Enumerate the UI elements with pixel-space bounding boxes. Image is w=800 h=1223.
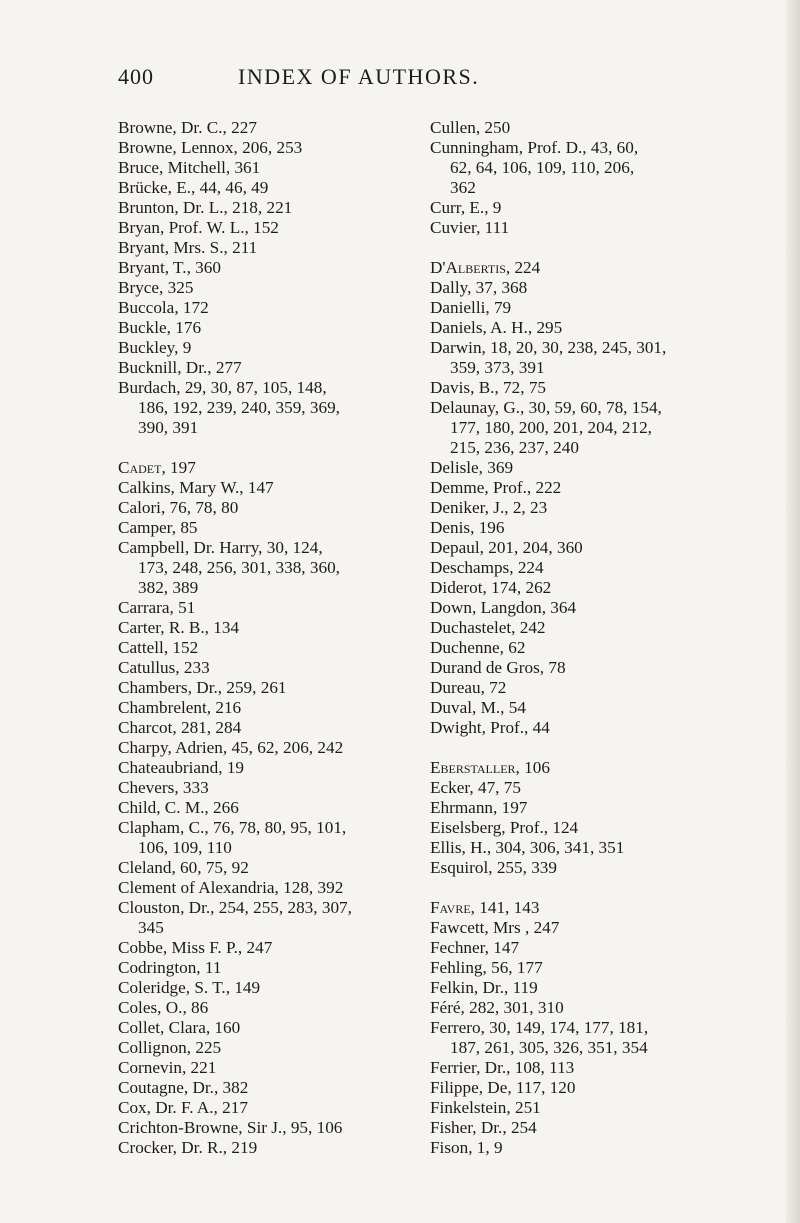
index-entry (430, 198, 730, 218)
entry-line: Crocker, Dr. R., 219 (118, 1138, 258, 1157)
section-gap (430, 878, 730, 898)
index-entry (118, 978, 418, 998)
entry-continuation-line: 106, 109, 110 (138, 838, 232, 857)
index-entry (118, 658, 418, 678)
entry-line: Dureau, 72 (430, 678, 507, 697)
entry-line: Cattell, 152 (118, 638, 199, 657)
index-entry (118, 1038, 418, 1058)
entry-line: Dally, 37, 368 (430, 278, 528, 297)
entry-line: D'Albertis, 224 (430, 258, 541, 277)
entry-line: Duchenne, 62 (430, 638, 526, 657)
index-entry (430, 558, 730, 578)
entry-line: Demme, Prof., 222 (430, 478, 562, 497)
entry-line: Calkins, Mary W., 147 (118, 478, 274, 497)
index-entry (430, 818, 730, 838)
index-entry (430, 838, 730, 858)
entry-line: Féré, 282, 301, 310 (430, 998, 564, 1017)
index-entry (430, 918, 730, 938)
entry-line: Camper, 85 (118, 518, 198, 537)
entry-line: Davis, B., 72, 75 (430, 378, 547, 397)
entry-continuation-line: 177, 180, 200, 201, 204, 212, (450, 418, 652, 437)
index-entry (118, 338, 418, 358)
entry-line: Campbell, Dr. Harry, 30, 124, (118, 538, 323, 557)
entry-line: Charpy, Adrien, 45, 62, 206, 242 (118, 738, 344, 757)
entry-line: Bruce, Mitchell, 361 (118, 158, 261, 177)
index-entry (118, 498, 418, 518)
index-entry (430, 678, 730, 698)
entry-line: Child, C. M., 266 (118, 798, 239, 817)
index-column-right (430, 118, 730, 1158)
entry-line: Ferrero, 30, 149, 174, 177, 181, (430, 1018, 649, 1037)
index-entry (118, 1078, 418, 1098)
entry-line: Cornevin, 221 (118, 1058, 217, 1077)
entry-line: Delaunay, G., 30, 59, 60, 78, 154, (430, 398, 662, 417)
entry-line: Cuvier, 111 (430, 218, 510, 237)
entry-line: Codrington, 11 (118, 958, 222, 977)
entry-line: Esquirol, 255, 339 (430, 858, 557, 877)
index-entry (118, 118, 418, 138)
entry-line: Favre, 141, 143 (430, 898, 540, 917)
index-entry (118, 198, 418, 218)
index-entry (430, 1058, 730, 1078)
index-entry (430, 618, 730, 638)
index-entry (118, 958, 418, 978)
index-entry (118, 378, 418, 438)
index-entry (430, 298, 730, 318)
index-entry (430, 498, 730, 518)
index-entry (430, 318, 730, 338)
index-entry (430, 1078, 730, 1098)
entry-line: Crichton-Browne, Sir J., 95, 106 (118, 1118, 343, 1137)
entry-line: Ehrmann, 197 (430, 798, 528, 817)
entry-line: Carter, R. B., 134 (118, 618, 240, 637)
index-entry (430, 958, 730, 978)
index-entry (430, 398, 730, 458)
index-entry (118, 678, 418, 698)
section-gap (430, 738, 730, 758)
entry-continuation-line: 215, 236, 237, 240 (450, 438, 579, 457)
entry-line: Deniker, J., 2, 23 (430, 498, 548, 517)
index-entry (118, 258, 418, 278)
section-gap (430, 238, 730, 258)
entry-line: Chevers, 333 (118, 778, 209, 797)
index-entry (118, 238, 418, 258)
page-title: INDEX OF AUTHORS. (238, 64, 480, 89)
index-entry (430, 638, 730, 658)
index-entry (118, 298, 418, 318)
index-entry (118, 1058, 418, 1078)
entry-continuation-line: 187, 261, 305, 326, 351, 354 (450, 1038, 648, 1057)
entry-line: Ellis, H., 304, 306, 341, 351 (430, 838, 625, 857)
index-entry (118, 818, 418, 858)
entry-line: Fisher, Dr., 254 (430, 1118, 537, 1137)
entry-line: Brücke, E., 44, 46, 49 (118, 178, 269, 197)
entry-line: Calori, 76, 78, 80 (118, 498, 239, 517)
index-entry (118, 778, 418, 798)
entry-line: Depaul, 201, 204, 360 (430, 538, 583, 557)
entry-line: Cobbe, Miss F. P., 247 (118, 938, 273, 957)
entry-line: Ecker, 47, 75 (430, 778, 521, 797)
index-entry (118, 138, 418, 158)
entry-line: Ferrier, Dr., 108, 113 (430, 1058, 575, 1077)
entry-line: Charcot, 281, 284 (118, 718, 242, 737)
entry-line: Clement of Alexandria, 128, 392 (118, 878, 344, 897)
index-entry (430, 1018, 730, 1058)
entry-line: Chambers, Dr., 259, 261 (118, 678, 287, 697)
entry-line: Daniels, A. H., 295 (430, 318, 563, 337)
entry-line: Eiselsberg, Prof., 124 (430, 818, 579, 837)
index-entry (430, 478, 730, 498)
entry-line: Brunton, Dr. L., 218, 221 (118, 198, 293, 217)
entry-line: Bucknill, Dr., 277 (118, 358, 242, 377)
index-entry (118, 518, 418, 538)
entry-line: Collet, Clara, 160 (118, 1018, 241, 1037)
entry-line: Deschamps, 224 (430, 558, 544, 577)
entry-line: Buckley, 9 (118, 338, 192, 357)
entry-line: Fechner, 147 (430, 938, 520, 957)
entry-continuation-line: 382, 389 (138, 578, 199, 597)
entry-line: Coles, O., 86 (118, 998, 209, 1017)
index-entry (118, 178, 418, 198)
index-entry (118, 998, 418, 1018)
entry-line: Cullen, 250 (430, 118, 511, 137)
entry-line: Down, Langdon, 364 (430, 598, 577, 617)
entry-line: Clouston, Dr., 254, 255, 283, 307, (118, 898, 352, 917)
index-entry (430, 378, 730, 398)
page-edge (786, 0, 800, 1223)
entry-line: Cadet, 197 (118, 458, 196, 477)
index-entry (430, 758, 730, 778)
index-entry (430, 938, 730, 958)
entry-line: Denis, 196 (430, 518, 505, 537)
index-entry (430, 658, 730, 678)
entry-continuation-line: 362 (450, 178, 476, 197)
entry-line: Fison, 1, 9 (430, 1138, 503, 1157)
entry-line: Danielli, 79 (430, 298, 512, 317)
entry-line: Buccola, 172 (118, 298, 209, 317)
index-entry (430, 218, 730, 238)
index-entry (118, 278, 418, 298)
entry-line: Bryant, Mrs. S., 211 (118, 238, 258, 257)
index-entry (118, 598, 418, 618)
entry-line: Delisle, 369 (430, 458, 514, 477)
entry-line: Fawcett, Mrs , 247 (430, 918, 560, 937)
index-entry (118, 898, 418, 938)
index-entry (430, 998, 730, 1018)
index-entry (430, 538, 730, 558)
entry-line: Finkelstein, 251 (430, 1098, 541, 1117)
index-entry (430, 778, 730, 798)
index-entry (118, 858, 418, 878)
entry-line: Burdach, 29, 30, 87, 105, 148, (118, 378, 327, 397)
entry-line: Collignon, 225 (118, 1038, 222, 1057)
index-entry (430, 278, 730, 298)
entry-line: Cox, Dr. F. A., 217 (118, 1098, 248, 1117)
entry-continuation-line: 359, 373, 391 (450, 358, 545, 377)
index-entry (430, 798, 730, 818)
entry-continuation-line: 173, 248, 256, 301, 338, 360, (138, 558, 340, 577)
index-entry (118, 878, 418, 898)
index-entry (118, 798, 418, 818)
index-entry (118, 738, 418, 758)
index-entry (118, 718, 418, 738)
index-entry (430, 138, 730, 198)
index-entry (118, 158, 418, 178)
index-entry (118, 318, 418, 338)
entry-line: Chateaubriand, 19 (118, 758, 245, 777)
entry-line: Dwight, Prof., 44 (430, 718, 550, 737)
index-entry (430, 518, 730, 538)
entry-line: Clapham, C., 76, 78, 80, 95, 101, (118, 818, 347, 837)
index-entry (430, 338, 730, 378)
index-column-left (118, 118, 418, 1158)
index-entry (430, 1098, 730, 1118)
index-entry (430, 258, 730, 278)
index-entry (118, 698, 418, 718)
entry-line: Coleridge, S. T., 149 (118, 978, 261, 997)
entry-line: Eberstaller, 106 (430, 758, 550, 777)
index-entry (118, 1098, 418, 1118)
index-entry (430, 118, 730, 138)
index-entry (118, 458, 418, 478)
index-entry (430, 598, 730, 618)
entry-line: Browne, Lennox, 206, 253 (118, 138, 303, 157)
entry-continuation-line: 390, 391 (138, 418, 199, 437)
entry-line: Bryce, 325 (118, 278, 194, 297)
index-entry (118, 938, 418, 958)
entry-line: Curr, E., 9 (430, 198, 502, 217)
entry-line: Catullus, 233 (118, 658, 210, 677)
index-entry (118, 358, 418, 378)
index-entry (118, 1118, 418, 1138)
page-header (118, 64, 718, 94)
entry-line: Duval, M., 54 (430, 698, 526, 717)
entry-line: Durand de Gros, 78 (430, 658, 566, 677)
section-gap (118, 438, 418, 458)
entry-line: Bryan, Prof. W. L., 152 (118, 218, 279, 237)
index-entry (118, 478, 418, 498)
entry-continuation-line: 345 (138, 918, 164, 937)
index-entry (118, 618, 418, 638)
entry-line: Browne, Dr. C., 227 (118, 118, 257, 137)
entry-line: Cleland, 60, 75, 92 (118, 858, 249, 877)
index-entry (430, 1138, 730, 1158)
entry-line: Filippe, De, 117, 120 (430, 1078, 576, 1097)
entry-line: Bryant, T., 360 (118, 258, 221, 277)
entry-continuation-line: 186, 192, 239, 240, 359, 369, (138, 398, 340, 417)
entry-line: Felkin, Dr., 119 (430, 978, 538, 997)
entry-line: Carrara, 51 (118, 598, 196, 617)
index-entry (118, 1018, 418, 1038)
entry-line: Buckle, 176 (118, 318, 202, 337)
entry-line: Diderot, 174, 262 (430, 578, 552, 597)
entry-line: Duchastelet, 242 (430, 618, 546, 637)
entry-line: Fehling, 56, 177 (430, 958, 543, 977)
entry-line: Cunningham, Prof. D., 43, 60, (430, 138, 639, 157)
index-entry (118, 638, 418, 658)
index-entry (430, 458, 730, 478)
index-entry (430, 1118, 730, 1138)
index-entry (430, 578, 730, 598)
index-entry (118, 218, 418, 238)
index-entry (430, 718, 730, 738)
index-entry (430, 858, 730, 878)
index-entry (118, 538, 418, 598)
index-entry (118, 758, 418, 778)
index-entry (430, 698, 730, 718)
index-entry (430, 978, 730, 998)
entry-line: Chambrelent, 216 (118, 698, 242, 717)
index-entry (430, 898, 730, 918)
page-number: 400 (118, 64, 154, 89)
entry-line: Coutagne, Dr., 382 (118, 1078, 249, 1097)
entry-line: Darwin, 18, 20, 30, 238, 245, 301, (430, 338, 667, 357)
entry-continuation-line: 62, 64, 106, 109, 110, 206, (450, 158, 635, 177)
index-entry (118, 1138, 418, 1158)
